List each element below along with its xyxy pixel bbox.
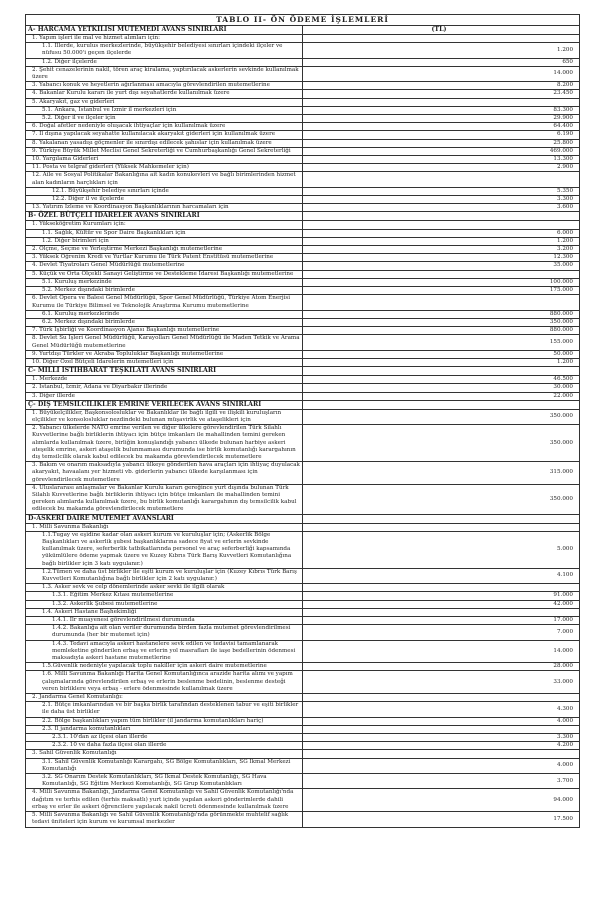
table-row	[26, 523, 580, 531]
item-amount: 469.000	[303, 147, 580, 155]
item-amount: 4.000	[303, 717, 580, 725]
table-row	[26, 812, 580, 827]
table-row	[26, 774, 580, 789]
section-heading-row	[26, 514, 580, 523]
section-unit	[303, 367, 580, 376]
table-row	[26, 270, 580, 278]
item-description: 1.3.2. Askerlik Şubesi mutemetlerine	[26, 600, 303, 608]
item-description: 2.3.1. 10'dan az ilçesi olan illerde	[26, 734, 303, 742]
table-row	[26, 462, 580, 485]
item-description: 3. Yabancı konuk ve heyetlerin ağırlanması amacıyla görevlendirilen mutemetlerine	[26, 82, 303, 90]
item-description: 6.1. Kuruluş merkezlerinde	[26, 310, 303, 318]
item-amount: 315.000	[303, 462, 580, 485]
table-row	[26, 156, 580, 164]
item-amount: 83.300	[303, 106, 580, 114]
table-row	[26, 90, 580, 98]
section-unit	[303, 212, 580, 221]
item-amount: 5.000	[303, 531, 580, 568]
table-row	[26, 115, 580, 123]
table-row	[26, 409, 580, 424]
table-row	[26, 221, 580, 229]
table-row	[26, 310, 580, 318]
table-row	[26, 43, 580, 58]
item-description: 2. Ölçme, Seçme ve Yerleştirme Merkezi Başkanlığı mutemetlerine	[26, 246, 303, 254]
item-amount: 64.400	[303, 123, 580, 131]
table-row	[26, 350, 580, 358]
table-row	[26, 671, 580, 694]
table-row	[26, 278, 580, 286]
item-amount: 175.000	[303, 287, 580, 295]
advance-limits-table	[25, 14, 580, 828]
item-amount	[303, 584, 580, 592]
table-row	[26, 702, 580, 717]
section-unit: (TL)	[303, 26, 580, 35]
table-row	[26, 172, 580, 187]
item-amount: 155.000	[303, 335, 580, 350]
item-description: 2.1. Bütçe imkanlarından ve bir başka birlik tarafından desteklenen tabur ve eşiti birlikler ile daha üst birlikler	[26, 702, 303, 717]
item-amount: 650	[303, 58, 580, 66]
item-amount: 350.000	[303, 409, 580, 424]
item-description: 1.1.Tugay ve eşidine kadar olan askeri kurum ve kuruluşlar için; (Askerlik Bölge Başkanlıkları ve askerlik şubesi başkanlıklarına sadece fiyat ve erlerin sevkinde kullanılmak üzere, seferberlik tatbikatlarında personel ve araç seferberliği kapsamında yükümlülere ödeme yapmak üzere ve Kuzey Kıbrıs Türk Barış Kuvvetleri Komutanlığına bağlı birlikler için 3 katı uygulanır.)	[26, 531, 303, 568]
item-description: 1.4.2. Bakanlığa ait olan veriler durumunda birden fazla mutemet görevlendirilmesi durumunda (her bir mutemet için)	[26, 625, 303, 640]
item-amount	[303, 295, 580, 310]
item-description: 6. Devlet Opera ve Balesi Genel Müdürlüğü, Spor Genel Müdürlüğü, Türkiye Atom Enerjisi Kurumu ile Türkiye Bilimsel ve Teknolojik Araştırma Kurumu mutemetlerine	[26, 295, 303, 310]
table-row	[26, 204, 580, 212]
table-row	[26, 617, 580, 625]
table-row	[26, 66, 580, 81]
section-unit	[303, 514, 580, 523]
item-amount: 8.200	[303, 82, 580, 90]
table-row	[26, 742, 580, 750]
item-amount: 6.190	[303, 131, 580, 139]
item-amount: 14.000	[303, 640, 580, 663]
table-row	[26, 600, 580, 608]
section-unit	[303, 400, 580, 409]
table-row	[26, 663, 580, 671]
item-amount: 22.000	[303, 392, 580, 400]
item-amount: 91.000	[303, 592, 580, 600]
item-description: 2.3. İl jandarma komutanlıkları	[26, 725, 303, 733]
item-description: 2. Şehit cenazelerinin nakil, tören araç kiralama, yaptırılacak askerlerin sevkinde kullanılmak üzere	[26, 66, 303, 81]
item-amount: 7.000	[303, 625, 580, 640]
item-description: 1.2. Diğer ilçelerde	[26, 58, 303, 66]
section-heading: B- ÖZEL BÜTÇELİ İDARELER AVANS SINIRLARI	[26, 212, 303, 221]
item-description: 3. Sahil Güvenlik Komutanlığı	[26, 750, 303, 758]
item-description: 1.4. Askeri Hastane Başhekimliği	[26, 608, 303, 616]
item-description: 1.3. Asker sevk ve celp dönemlerinde asker sevki ile ilgili olarak	[26, 584, 303, 592]
item-description: 1. Yapım işleri ile mal ve hizmet alımları için:	[26, 35, 303, 43]
item-description: 12.2. Diğer il ve ilçelerde	[26, 196, 303, 204]
item-amount: 3.300	[303, 196, 580, 204]
item-description: 11. Posta ve telgraf giderleri (Yüksek Mahkemeler için)	[26, 164, 303, 172]
item-description: 3. Diğer illerde	[26, 392, 303, 400]
item-amount: 350.000	[303, 318, 580, 326]
item-description: 10. Yargılama Giderleri	[26, 156, 303, 164]
item-amount: 17.500	[303, 812, 580, 827]
table-row	[26, 584, 580, 592]
item-description: 3. Bakım ve onarım maksadıyla yabancı ülkeye gönderilen hava araçları için ihtiyaç duyulacak akaryakıt, havaalanı yer hizmeti vb. giderlerin yabancı ülkede karşılanması için görevlendirilecek mutemetlere	[26, 462, 303, 485]
item-description: 5. Milli Savunma Bakanlığı ve Sahil Güvenlik Komutanlığı'nda görünmekte muhtelif sağlık tedavi üniteleri için kurum ve kurumsal merkezler	[26, 812, 303, 827]
item-amount: 4.300	[303, 702, 580, 717]
item-description: 1. Yükseköğretim Kurumları için:	[26, 221, 303, 229]
item-amount: 3.200	[303, 246, 580, 254]
section-heading-row	[26, 367, 580, 376]
item-description: 6. Doğal afetler nedeniyle oluşacak ihtiyaçlar için kullanılmak üzere	[26, 123, 303, 131]
item-description: 12. Aile ve Sosyal Politikalar Bakanlığına ait kadın konukevleri ve bağlı birimlerinden hizmet alan kadınların harçlıkları için	[26, 172, 303, 187]
item-description: 1.5.Güvenlik nedeniyle yapılacak toplu nakiller için askeri daire mutemetlerine	[26, 663, 303, 671]
item-amount: 30.000	[303, 384, 580, 392]
item-amount: 42.000	[303, 600, 580, 608]
item-amount: 28.000	[303, 663, 580, 671]
item-amount: 94.000	[303, 789, 580, 812]
table-row	[26, 164, 580, 172]
item-amount: 5.350	[303, 187, 580, 195]
table-row	[26, 254, 580, 262]
item-description: 5.1. Ankara, İstanbul ve İzmir il merkezleri için	[26, 106, 303, 114]
item-amount	[303, 221, 580, 229]
table-row	[26, 568, 580, 583]
item-description: 1. Milli Savunma Bakanlığı	[26, 523, 303, 531]
item-description: 13. Yatırım İzleme ve Koordinasyon Başkanlıklarının harcamaları için	[26, 204, 303, 212]
table-row	[26, 295, 580, 310]
section-heading: D-ASKERİ DAİRE MUTEMET AVANSLARI	[26, 514, 303, 523]
item-amount: 2.900	[303, 164, 580, 172]
item-amount: 350.000	[303, 484, 580, 514]
table-row	[26, 237, 580, 245]
item-amount	[303, 750, 580, 758]
item-amount: 17.000	[303, 617, 580, 625]
table-row	[26, 531, 580, 568]
item-amount: 29.900	[303, 115, 580, 123]
section-heading: Ç- DIŞ TEMSİLCİLİKLER EMRİNE VERİLECEK AVANS SINIRLARI	[26, 400, 303, 409]
item-description: 2. Yabancı ülkelerde NATO emrine verilen ve diğer ülkelere görevlendirilen Türk Silahlı Kuvvetlerine bağlı birliklerin ihtiyacı için bütçe imkanları ile mahallinden temini gereken alımlarda kullanılmak üzere, birliğin konuşlandığı yabancı ülkede bulunan harbiye askeri ateşelik emrine, askeri ataşelik bulunmaması durumunda ise birlik komutanlığı karargahının dış temsilcilik olarak kabul edilecek bu makamda görevlendirilecek mutemetlere	[26, 425, 303, 462]
item-description: 2. İstanbul, İzmir, Adana ve Diyarbakır illerinde	[26, 384, 303, 392]
table-row	[26, 640, 580, 663]
table-row	[26, 106, 580, 114]
table-row	[26, 758, 580, 773]
table-row	[26, 608, 580, 616]
item-description: 10. Diğer Özel Bütçeli İdarelerin mutemetleri için	[26, 358, 303, 366]
table-row	[26, 789, 580, 812]
item-amount: 1.200	[303, 43, 580, 58]
item-amount: 33.000	[303, 671, 580, 694]
item-description: 2.2. Bölge başkanlıkları yapım tüm birlikler (il jandarma komutanlıkları hariç)	[26, 717, 303, 725]
table-row	[26, 327, 580, 335]
table-row	[26, 246, 580, 254]
item-description: 3.1. Sahil Güvenlik Komutanlığı Karargahı, SG Bölge Komutanlıkları, SG İkmal Merkezi Komutanlığı	[26, 758, 303, 773]
item-description: 1. Büyükelçilikler, Başkonsolosluklar ve Bakanlıklar ile bağlı ilgili ve ilişkili kuruluşların elçilikler ve konsolosluklar nezdindeki bulunan müşavirlik ve ataşelikleri için	[26, 409, 303, 424]
section-heading: A- HARCAMA YETKİLİSİ MUTEMEDİ AVANS SINIRLARI	[26, 26, 303, 35]
table-row	[26, 425, 580, 462]
table-title-row	[26, 15, 580, 26]
table-row	[26, 82, 580, 90]
item-description: 1. Merkezde	[26, 376, 303, 384]
table-row	[26, 196, 580, 204]
item-amount: 880.000	[303, 310, 580, 318]
item-description: 7. Türk İşbirliği ve Koordinasyon Ajansı Başkanlığı mutemetlerine	[26, 327, 303, 335]
item-description: 3. Yüksek Öğrenim Kredi ve Yurtlar Kurumu ile Türk Patent Enstitüsü mutemetlerine	[26, 254, 303, 262]
item-amount: 4.100	[303, 568, 580, 583]
table-row	[26, 694, 580, 702]
item-description: 1.4.3. Tedavi amacıyla askeri hastanelere sevk edilen ve tedavisi tamamlanarak memleketine gönderilen erbaş ve erlerin yol masrafları ile iaşe bedellerinin ödenmesi maksadıyla askeri hastane mutemetlerine	[26, 640, 303, 663]
item-description: 1.4.1. İlr muayenesi görevlendirilmesi durumunda	[26, 617, 303, 625]
item-amount: 23.450	[303, 90, 580, 98]
table-row	[26, 335, 580, 350]
item-amount: 12.300	[303, 254, 580, 262]
item-description: 2. Jandarma Genel Komutanlığı:	[26, 694, 303, 702]
item-amount: 6.000	[303, 229, 580, 237]
item-description: 1.6. Milli Savunma Bakanlığı Harita Genel Komutanlığınca arazide harita alımı ve yapım çalışmalarında görevlendirilen erbaş ve erlerin beslenme bedelinin, beslenme desteği veren birliklere veya erbaş - erlere ödenmesinde kullanılmak üzere	[26, 671, 303, 694]
item-amount: 3.700	[303, 774, 580, 789]
table-row	[26, 139, 580, 147]
item-amount: 4.200	[303, 742, 580, 750]
table-row	[26, 734, 580, 742]
item-description: 1.1. İllerde, kurulus merkezlerinde, büyükşehir belediyesi sınırları içindeki ilçeler ve nüfusu 50.000'i geçen ilçelerde	[26, 43, 303, 58]
item-description: 4. Uluslararası anlaşmalar ve Bakanlar Kurulu kararı gereğince yurt dışında bulunan Türk Silahlı Kuvvetlerine bağlı birliklerin ihtiyacı için bütçe imkanları ile mahallinden temini gereken alımlarda kullanılmak üzere, bu birlik komutanlığı karargahının dış temsilcilik kabul edilecek bu makamda görevlendirilecek mutemetlere	[26, 484, 303, 514]
item-amount: 3.300	[303, 734, 580, 742]
item-description: 5. Küçük ve Orta Ölçekli Sanayi Geliştirme ve Destekleme İdaresi Başkanlığı mutemetlerine	[26, 270, 303, 278]
item-description: 9. Yurtdışı Türkler ve Akraba Topluluklar Başkanlığı mutemetlerine	[26, 350, 303, 358]
item-description: 1.2. Diğer birimleri için	[26, 237, 303, 245]
table-row	[26, 58, 580, 66]
item-amount: 1.200	[303, 237, 580, 245]
item-description: 7. İl dışına yapılacak seyahatte kullanılacak akaryakıt giderleri için kullanılmak üzere	[26, 131, 303, 139]
item-description: 3.2. SG Onarım Destek Komutanlıkları, SG İkmal Destek Komutanlığı, SG Hava Komutanlığı, SG Eğitim Merkezi Komutanlığı, SG Grup Komutanlıkları	[26, 774, 303, 789]
item-description: 8. Devlet Su İşleri Genel Müdürlüğü, Karayolları Genel Müdürlüğü ile Maden Tetkik ve Arama Genel Müdürlüğü mutemetlerine	[26, 335, 303, 350]
item-amount: 880.000	[303, 327, 580, 335]
item-description: 4. Bakanlar Kurulu kararı ile yurt dışı seyahatlerde kullanılmak üzere	[26, 90, 303, 98]
item-amount	[303, 35, 580, 43]
item-description: 9. Türkiye Büyük Millet Meclisi Genel Sekreterliği ve Cumhurbaşkanlığı Genel Sekreterliği	[26, 147, 303, 155]
item-amount: 100.000	[303, 278, 580, 286]
item-description: 5.2. Diğer il ve ilçeler için	[26, 115, 303, 123]
item-description: 5.2. Merkez dışındaki birimlerde	[26, 287, 303, 295]
table-row	[26, 717, 580, 725]
item-amount	[303, 172, 580, 187]
item-amount	[303, 270, 580, 278]
section-heading-row	[26, 400, 580, 409]
document-page	[25, 14, 580, 828]
item-amount: 50.000	[303, 350, 580, 358]
item-amount: 25.800	[303, 139, 580, 147]
table-row	[26, 376, 580, 384]
item-description: 4. Devlet Tiyatroları Genel Müdürlüğü mutemetlerine	[26, 262, 303, 270]
table-row	[26, 358, 580, 366]
table-row	[26, 592, 580, 600]
item-amount: 3.600	[303, 204, 580, 212]
table-row	[26, 287, 580, 295]
table-row	[26, 123, 580, 131]
table-row	[26, 187, 580, 195]
table-title: TABLO II- ÖN ÖDEME İŞLEMLERİ	[26, 15, 580, 26]
table-row	[26, 318, 580, 326]
item-description: 5. Akaryakıt, gaz ve giderleri	[26, 98, 303, 106]
table-row	[26, 147, 580, 155]
item-amount	[303, 523, 580, 531]
table-row	[26, 98, 580, 106]
item-description: 1.3.1. Eğitim Merkez Kıtası mutemetlerine	[26, 592, 303, 600]
item-description: 5.1. Kuruluş merkezinde	[26, 278, 303, 286]
item-amount: 350.000	[303, 425, 580, 462]
item-description: 2.3.2. 10 ve daha fazla ilçesi olan illerde	[26, 742, 303, 750]
table-row	[26, 229, 580, 237]
item-amount	[303, 694, 580, 702]
item-description: 4. Milli Savunma Bakanlığı, Jandarma Genel Komutanlığı ve Sahil Güvenlik Komutanlığı'nda dağıtım ve terhis edilen (terhis maksatlı) yurt içinde yapılan askeri gönderimlerde dahili erbaş ve erler ile askeri öğrencilere yapılacak nakil ücreti ödenmesinde kullanılmak üzere	[26, 789, 303, 812]
item-amount	[303, 608, 580, 616]
item-amount: 13.300	[303, 156, 580, 164]
section-heading-row	[26, 212, 580, 221]
table-row	[26, 35, 580, 43]
item-amount: 1.200	[303, 358, 580, 366]
table-row	[26, 131, 580, 139]
item-amount	[303, 98, 580, 106]
table-row	[26, 750, 580, 758]
table-row	[26, 484, 580, 514]
item-description: 1.2.Tümen ve daha üst birlikler ile eşiti kurum ve kuruluşlar için (Kuzey Kıbrıs Türk Barış Kuvvetleri Komutanlığına bağlı birlikler için 2 katı uygulanır.)	[26, 568, 303, 583]
table-row	[26, 384, 580, 392]
table-row	[26, 262, 580, 270]
item-amount: 46.500	[303, 376, 580, 384]
item-amount: 4.000	[303, 758, 580, 773]
item-description: 8. Yakalanan yasadışı göçmenler ile sınırdışı edilecek şahıslar için kullanılmak üzere	[26, 139, 303, 147]
item-description: 1.1. Sağlık, Kültür ve Spor Daire Başkanlıkları için	[26, 229, 303, 237]
item-amount: 14.000	[303, 66, 580, 81]
item-description: 12.1. Büyükşehir belediye sınırları içinde	[26, 187, 303, 195]
item-description: 6.2. Merkez dışındaki birimlerde	[26, 318, 303, 326]
table-row	[26, 625, 580, 640]
table-row	[26, 725, 580, 733]
table-row	[26, 392, 580, 400]
item-amount	[303, 725, 580, 733]
item-amount: 35.000	[303, 262, 580, 270]
section-heading: C- MİLLİ İSTİHBARAT TEŞKİLATI AVANS SINIRLARI	[26, 367, 303, 376]
section-heading-row	[26, 26, 580, 35]
